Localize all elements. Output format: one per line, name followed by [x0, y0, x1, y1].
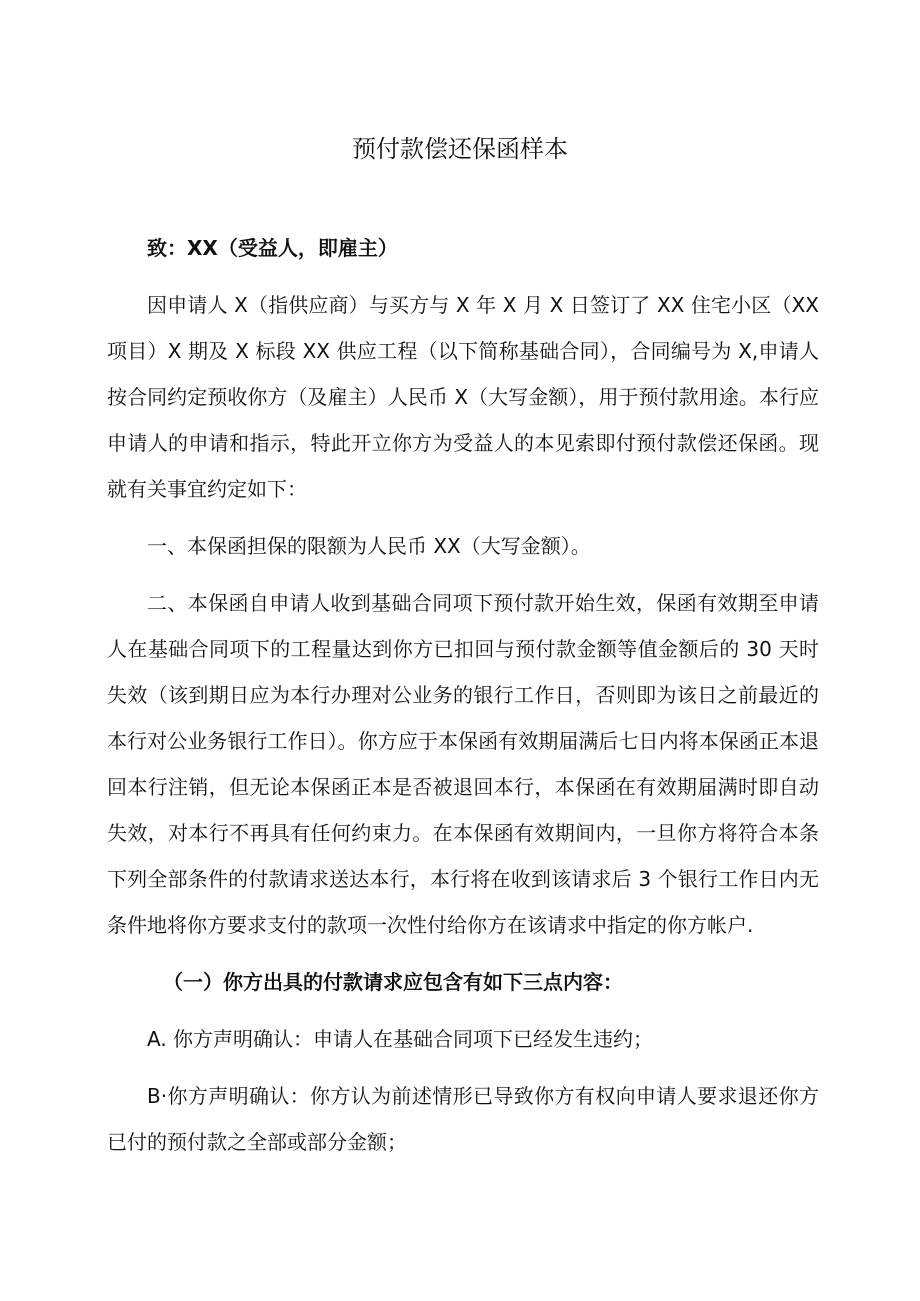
clause-1-paragraph: 一、本保函担保的限额为人民币 XX（大写金额）。	[147, 534, 591, 558]
item-a-paragraph: A. 你方声明确认：申请人在基础合同项下已经发生违约；	[147, 1027, 654, 1051]
sub-heading: （一）你方出具的付款请求应包含有如下三点内容：	[163, 970, 623, 994]
intro-paragraph: 因申请人 X（指供应商）与买方与 X 年 X 月 X 日签订了 XX 住宅小区（XX 项目）X 期及 X 标段 XX 供应工程（以下简称基础合同），合同编号为 X,申请人按合同约定预收你方（及雇主）人民币 X（大写金额），用于预付款用途。本行应申请人的申请和指示，特此开立你方为受益人的本见索即付预付款偿还保函。现就有关事宜约定如下：	[107, 293, 819, 501]
addressee-line: 致：XX（受益人，即雇主）	[147, 236, 398, 260]
item-b-paragraph: B·你方声明确认：你方认为前述情形已导致你方有权向申请人要求退还你方已付的预付款之全部或部分金额；	[107, 1084, 819, 1154]
document-title: 预付款偿还保函样本	[352, 135, 568, 163]
clause-2-paragraph: 二、本保函自申请人收到基础合同项下预付款开始生效，保函有效期至申请人在基础合同项下的工程量达到你方已扣回与预付款金额等值金额后的 30 天时失效（该到期日应为本行办理对公业务的银行工作日，否则即为该日之前最近的本行对公业务银行工作日）。你方应于本保函有效期届满后七日内将本保函正本退回本行注销，但无论本保函正本是否被退回本行，本保函在有效期届满时即自动失效，对本行不再具有任何约束力。在本保函有效期间内，一旦你方将符合本条下列全部条件的付款请求送达本行，本行将在收到该请求后 3 个银行工作日内无条件地将你方要求支付的款项一次性付给你方在该请求中指定的你方帐户.	[107, 591, 819, 937]
document-body	[107, 225, 819, 1176]
